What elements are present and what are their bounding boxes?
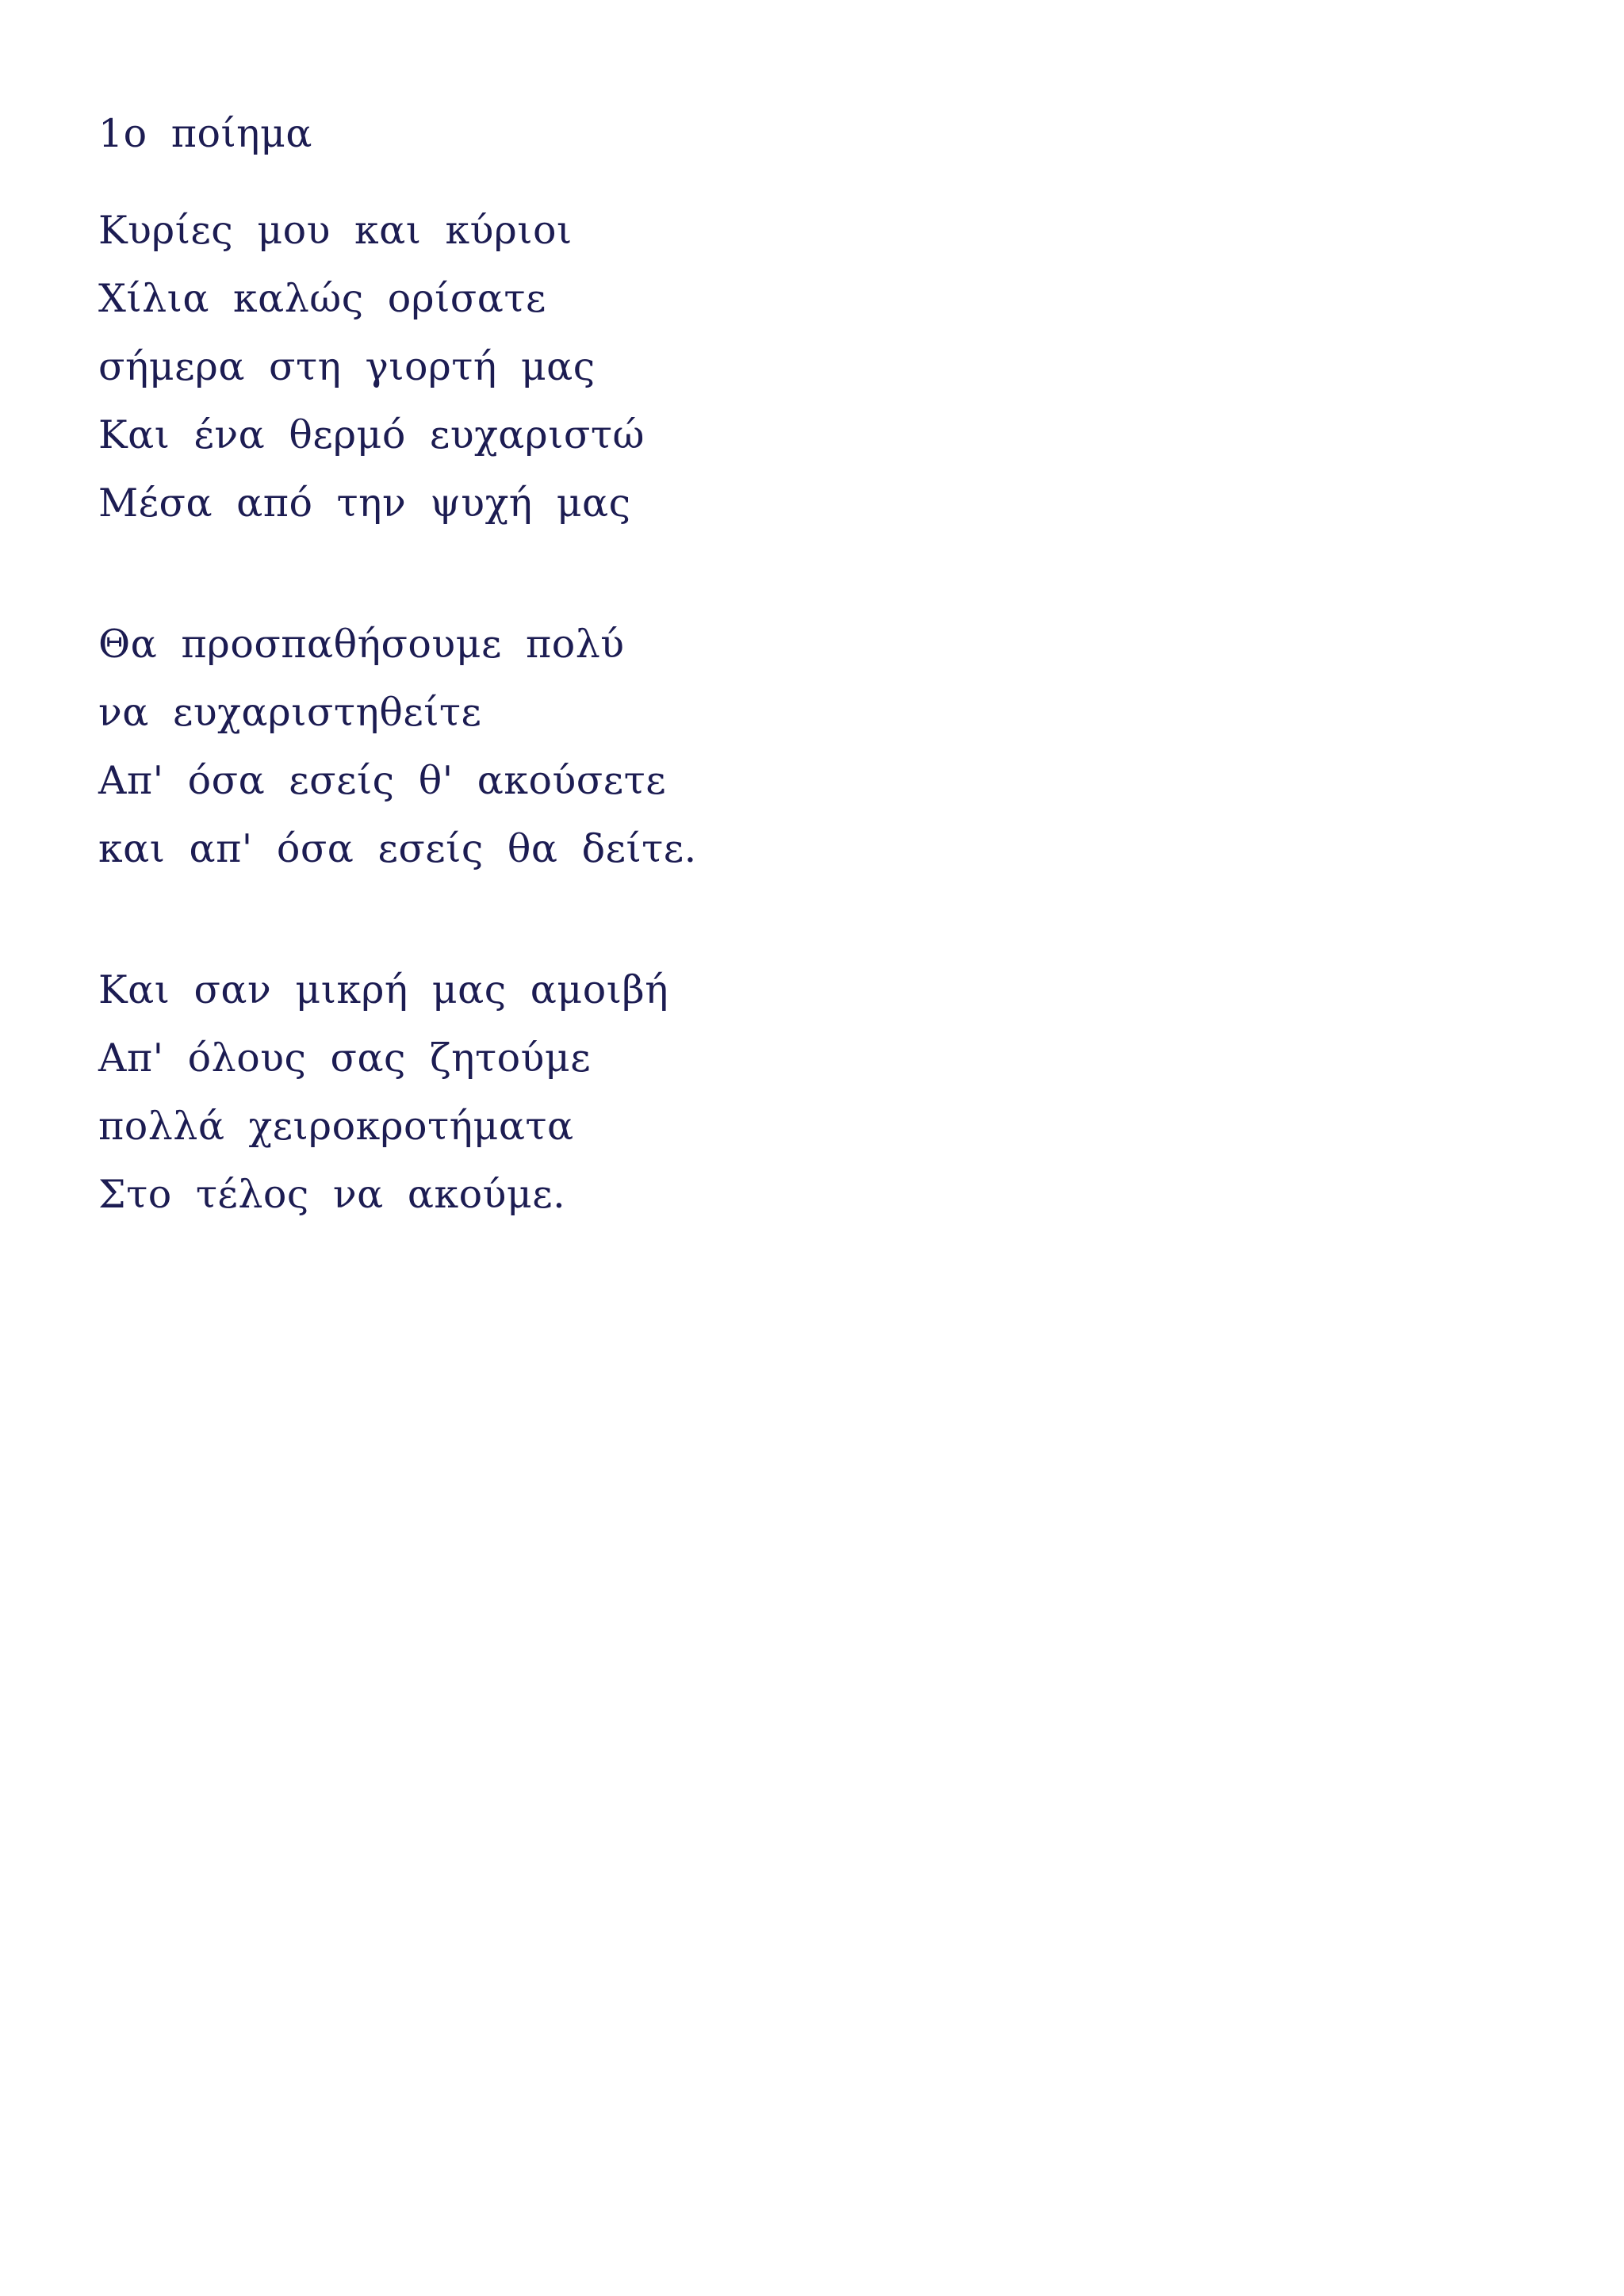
verse-line: Χίλια καλώς ορίσατε xyxy=(98,276,546,321)
stanza-2 xyxy=(98,610,697,883)
verse-line: Και ένα θερμό ευχαριστώ xyxy=(98,412,645,457)
poem-title: 1ο ποίημα xyxy=(98,111,312,156)
stanza-3 xyxy=(98,956,697,1229)
stanza-1 xyxy=(98,197,697,538)
verse-line: Απ' όλους σας ζητούμε xyxy=(98,1035,592,1081)
verse-line: σήμερα στη γιορτή μας xyxy=(98,344,596,389)
verse-line: Και σαν μικρή μας αμοιβή xyxy=(98,967,669,1012)
verse-line: πολλά χειροκροτήματα xyxy=(98,1104,574,1149)
verse-line: Μέσα από την ψυχή μας xyxy=(98,480,631,526)
verse-line: Θα προσπαθήσουμε πολύ xyxy=(98,622,625,667)
verse-line: Απ' όσα εσείς θ' ακούσετε xyxy=(98,758,667,803)
poem xyxy=(98,100,697,1229)
verse-line: να ευχαριστηθείτε xyxy=(98,690,482,735)
verse-line: Στο τέλος να ακούμε. xyxy=(98,1172,566,1217)
verse-line: Κυρίες μου και κύριοι xyxy=(98,208,573,253)
verse-line: και απ' όσα εσείς θα δείτε. xyxy=(98,826,697,871)
